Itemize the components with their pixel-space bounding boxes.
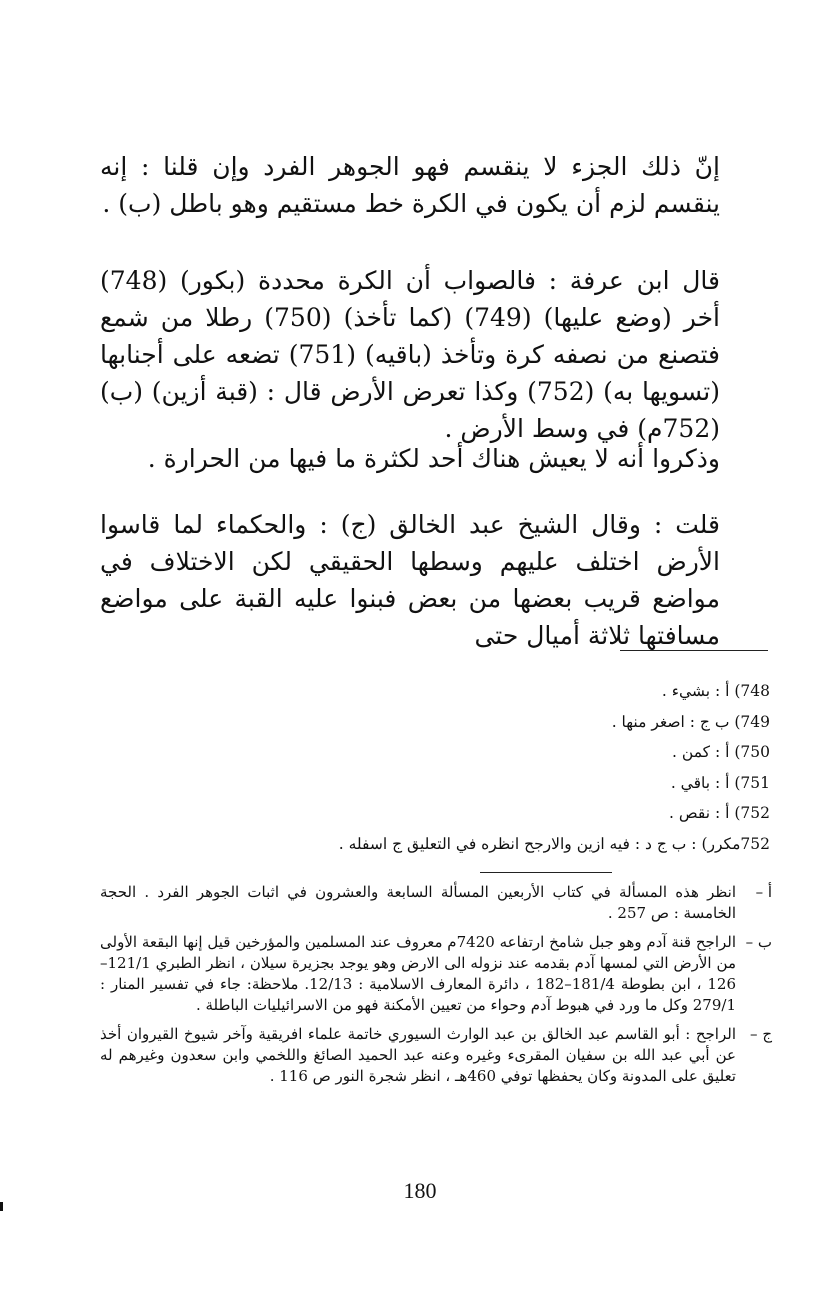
main-paragraph: إنّ ذلك الجزء لا ينقسم فهو الجوهر الفرد وإن قلنا : إنه ينقسم لزم أن يكون في الكرة خط مستقيم وهو باطل (ب) . [100,152,720,218]
variant-note: 750) أ : كمن . [672,743,770,761]
main-paragraph: وذكروا أنه لا يعيش هناك أحد لكثرة ما فيها من الحرارة . [147,444,720,473]
footnote-divider [620,650,768,651]
commentary-divider [480,872,612,873]
note-label: أ – [755,883,772,901]
variant-note: 748) أ : بشيء . [661,682,770,700]
note-label: ج – [750,1025,772,1043]
note-text: انظر هذه المسألة في كتاب الأربعين المسألة السابعة والعشرون في اثبات الجوهر الفرد . الحجة الخامسة : ص 257 . [100,883,736,922]
manuscript-variants [120,676,770,859]
variant-note: 752مكرر) : ب ج د : فيه ازين والارجح انظره في التعليق ج اسفله . [338,834,770,853]
scan-edge-mark [0,1202,3,1211]
commentary-note [100,1024,772,1087]
variant-note: 751) أ : باقي . [670,773,770,792]
page-number: 180 [403,1178,437,1203]
commentary-note [100,932,772,1016]
commentary-notes [100,882,772,1095]
commentary-note [100,882,772,924]
variant-note: 752) أ : نقص . [669,804,770,822]
main-paragraph: قال ابن عرفة : فالصواب أن الكرة محددة (بكور) (748) أخر (وضع عليها) (749) (كما تأخذ) (750) رطلا من شمع فتصنع من نصفه كرة وتأخذ (باقيه) (751) تضعه على أجنابها (تسويها به) (752) وكذا تعرض الأرض قال : (قبة أزين) (ب) (752م) في وسط الأرض . [100,266,721,443]
note-label: ب – [745,933,772,951]
note-text: الراجح : أبو القاسم عبد الخالق بن عبد الوارث السيوري خاتمة علماء افريقية وآخر شيوخ القيروان أخذ عن أبي عبد الله بن سفيان المقرىء وغيره وعنه عبد الحميد الصائغ واللخمي وابن سعدون وغيرهم له تعليق على المدونة وكان يحفظها توفي 460هـ ، انظر شجرة النور ص 116 . [100,1025,736,1085]
variant-note: 749) ب ج : اصغر منها . [611,712,770,731]
main-paragraph: قلت : وقال الشيخ عبد الخالق (ج) : والحكماء لما قاسوا الأرض اختلف عليهم وسطها الحقيقي لكن الاختلاف في مواضع قريب بعضها من بعض فبنوا عليه القبة على مواضع مسافتها ثلاثة أميال حتى [100,510,720,650]
note-text: الراجح قنة آدم وهو جبل شامخ ارتفاعه 7420م معروف عند المسلمين والمؤرخين قيل إنها البقعة الأولى من الأرض التي لمسها آدم بقدمه عند نزوله الى الارض وهو يوجد بجزيرة سيلان ، انظر الطبري 121/1–126 ، ابن بطوطة 181/4–182 ، دائرة المعارف الاسلامية : 12/13. ملاحظة: جاء في تفسير المنار : 279/1 وكل ما ورد في هبوط آدم وحواء من تعيين الأمكنة فهو من الاسرائيليات الباطلة . [100,933,737,1014]
